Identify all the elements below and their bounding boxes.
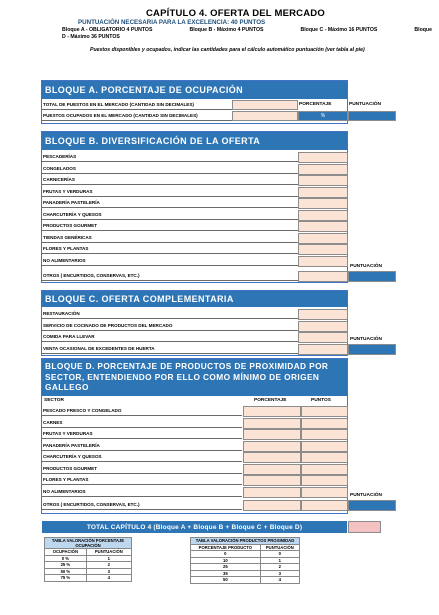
occupation-value: 75 % <box>45 575 87 582</box>
block-d-col-sector: SECTOR <box>44 398 64 403</box>
occupation-points: 4 <box>86 575 131 582</box>
block-b-row: PESCADERÍAS <box>42 152 298 162</box>
block-b-max: Bloque B - Máximo 4 PUNTOS <box>189 27 264 33</box>
block-b-input-cell[interactable] <box>298 256 348 267</box>
block-b-row: CONGELADOS <box>42 164 298 174</box>
block-d-percent-input[interactable] <box>243 500 301 511</box>
block-d-row: OTROS ( ENCURTIDOS, CONSERVAS, ETC.) <box>42 500 242 510</box>
block-d-percent-input[interactable] <box>243 441 301 452</box>
block-b-input-cell[interactable] <box>298 164 348 175</box>
block-d-row: PANADERÍA PASTELERÍA <box>42 441 242 451</box>
occupation-table-title: TABLA VALORACIÓN PORCENTAJE OCUPACIÓN <box>45 538 132 549</box>
occupation-table-header: OCUPACIÓN <box>45 549 87 556</box>
occupation-points: 3 <box>86 568 131 575</box>
block-a-points-cell <box>348 111 396 121</box>
block-d-row: PESCADO FRESCO Y CONGELADO <box>42 406 242 416</box>
block-d-title: BLOQUE D. PORCENTAJE DE PRODUCTOS DE PROXIMIDAD POR SECTOR, ENTENDIENDO POR ELLO COMO MÍNIMO DE ORIGEN GALLEGO <box>42 359 347 396</box>
occupation-value: 50 % <box>45 568 87 575</box>
block-b-row: OTROS ( ENCURTIDOS, CONSERVAS, ETC.) <box>42 271 298 281</box>
block-b-points-cell <box>348 271 396 282</box>
block-b-row: CARNICERÍAS <box>42 175 298 185</box>
block-a-col-points: PUNTUACIÓN <box>349 102 381 107</box>
block-d-max: D - Máximo 36 PUNTOS <box>62 34 120 40</box>
block-b-row: NO ALIMENTARIOS <box>42 256 298 266</box>
block-c-row: COMIDA PARA LLEVAR <box>42 332 298 342</box>
block-d-col-points: PUNTOS <box>311 398 331 403</box>
block-d-percent-input[interactable] <box>243 452 301 463</box>
block-d-row: CHARCUTERÍA Y QUESOS <box>42 452 242 462</box>
block-d-col-percent: PORCENTAJE <box>254 398 287 403</box>
block-b-input-cell[interactable] <box>298 233 348 244</box>
block-a-total-stalls: TOTAL DE PUESTOS EN EL MERCADO (CANTIDAD SIN DECIMALES) <box>42 100 297 110</box>
block-d-points-input[interactable] <box>301 475 348 486</box>
block-c-input-cell[interactable] <box>298 321 348 332</box>
block-b-input-cell[interactable] <box>298 152 348 163</box>
block-c-row: SERVICIO DE COCINADO DE PRODUCTOS DEL MERCADO <box>42 321 298 331</box>
block-c-row: VENTA OCASIONAL DE EXCEDENTES DE HUERTA <box>42 344 298 354</box>
instruction-note: Puestos disponibles y ocupados, indicar las cantidades para el cálculo automático puntuación (ver tabla al pie) <box>90 47 365 53</box>
chapter-total-cell <box>348 521 381 533</box>
chapter-total-label: TOTAL CAPÍTULO 4 (Bloque A + Bloque B + Bloque C + Bloque D) <box>42 521 347 533</box>
block-b-points-label: PUNTUACIÓN <box>350 264 382 269</box>
block-c-row: RESTAURACIÓN <box>42 309 298 319</box>
block-b-row: PANADERÍA PASTELERÍA <box>42 198 298 208</box>
block-b-input-cell[interactable] <box>298 244 348 255</box>
block-max-points <box>62 27 432 33</box>
block-d-percent-input[interactable] <box>243 418 301 429</box>
block-d-row: NO ALIMENTARIOS <box>42 487 242 497</box>
block-c-input-cell[interactable] <box>298 332 348 343</box>
block-d-points-input[interactable] <box>301 406 348 417</box>
block-b-input-cell[interactable] <box>298 175 348 186</box>
block-d-percent-input[interactable] <box>243 429 301 440</box>
block-d-row: FLORES Y PLANTAS <box>42 475 242 485</box>
block-d-points-input[interactable] <box>301 452 348 463</box>
block-d-points-input[interactable] <box>301 464 348 475</box>
block-a-col-percent: PORCENTAJE <box>299 102 332 107</box>
block-d-points-cell <box>348 500 396 511</box>
block-b-input-cell[interactable] <box>298 210 348 221</box>
block-b-title: BLOQUE B. DIVERSIFICACIÓN DE LA OFERTA <box>42 132 347 150</box>
block-b-input-cell[interactable] <box>298 221 348 232</box>
occupation-table-row <box>45 575 132 582</box>
block-d-row: CARNES <box>42 418 242 428</box>
occupation-table-header: PUNTUACIÓN <box>86 549 131 556</box>
block-b-row: FLORES Y PLANTAS <box>42 244 298 254</box>
proximity-table-header: PUNTUACIÓN <box>260 544 299 551</box>
proximity-points: 0 <box>260 551 299 558</box>
proximity-table-header: PORCENTAJE PRODUCTO <box>191 544 261 551</box>
block-b-row: CHARCUTERÍA Y QUESOS <box>42 210 298 220</box>
occupation-points: 2 <box>86 562 131 569</box>
block-c-input-cell[interactable] <box>298 344 348 355</box>
block-b-input-cell[interactable] <box>298 187 348 198</box>
block-d-points-input[interactable] <box>301 429 348 440</box>
total-stalls-input[interactable] <box>232 100 298 110</box>
block-c-input-cell[interactable] <box>298 309 348 320</box>
required-score: PUNTUACIÓN NECESARIA PARA LA EXCELENCIA: 40 PUNTOS <box>78 19 266 26</box>
proximity-points: 2 <box>260 564 299 571</box>
block-d-max-start: Bloque <box>414 27 432 33</box>
block-d-points-input[interactable] <box>301 418 348 429</box>
occupation-value: 25 % <box>45 562 87 569</box>
block-b-input-cell[interactable] <box>298 198 348 209</box>
chapter-title: CAPÍTULO 4. OFERTA DEL MERCADO <box>146 8 325 19</box>
block-b-row: TIENDAS GENÉRICAS <box>42 233 298 243</box>
proximity-table-title: TABLA VALORACIÓN PRODUCTOS PROXIMIDAD <box>191 538 300 545</box>
block-c-points-cell <box>348 344 396 355</box>
block-b-row: FRUTAS Y VERDURAS <box>42 187 298 197</box>
block-c-points-label: PUNTUACIÓN <box>350 337 382 342</box>
block-d-row: FRUTAS Y VERDURAS <box>42 429 242 439</box>
block-d-percent-input[interactable] <box>243 464 301 475</box>
block-d-percent-input[interactable] <box>243 475 301 486</box>
block-a-title: BLOQUE A. PORCENTAJE DE OCUPACIÓN <box>42 81 347 99</box>
block-d-points-label: PUNTUACIÓN <box>350 493 382 498</box>
block-c-max: Bloque C - Máximo 16 PUNTOS <box>300 27 378 33</box>
occupation-valuation-table <box>44 537 132 582</box>
block-d-points-input[interactable] <box>301 500 348 511</box>
block-b-row: PRODUCTOS GOURMET <box>42 221 298 231</box>
proximity-value: 10 <box>191 557 261 564</box>
occupied-stalls-input[interactable] <box>232 111 298 121</box>
proximity-points: 3 <box>260 570 299 577</box>
proximity-valuation-table <box>190 537 300 584</box>
proximity-table-row <box>191 577 300 584</box>
proximity-value: 50 <box>191 577 261 584</box>
block-d-percent-input[interactable] <box>243 406 301 417</box>
occupancy-percent-cell: % <box>298 111 348 121</box>
block-c-title: BLOQUE C. OFERTA COMPLEMENTARIA <box>42 291 347 307</box>
proximity-points: 4 <box>260 577 299 584</box>
block-d-points-input[interactable] <box>301 441 348 452</box>
block-d-row: PRODUCTOS GOURMET <box>42 464 242 474</box>
proximity-value: 25 <box>191 564 261 571</box>
block-d-percent-input[interactable] <box>243 487 301 498</box>
occupation-value: 0 % <box>45 555 87 562</box>
proximity-value: 0 <box>191 551 261 558</box>
proximity-value: 35 <box>191 570 261 577</box>
block-a-max: Bloque A - OBLIGATORIO 4 PUNTOS <box>62 27 153 33</box>
occupation-points: 1 <box>86 555 131 562</box>
block-a-occupied-stalls: PUESTOS OCUPADOS EN EL MERCADO (CANTIDAD SIN DECIMALES) <box>42 111 297 121</box>
block-d-points-input[interactable] <box>301 487 348 498</box>
proximity-points: 1 <box>260 557 299 564</box>
block-b-input-cell[interactable] <box>298 271 348 282</box>
